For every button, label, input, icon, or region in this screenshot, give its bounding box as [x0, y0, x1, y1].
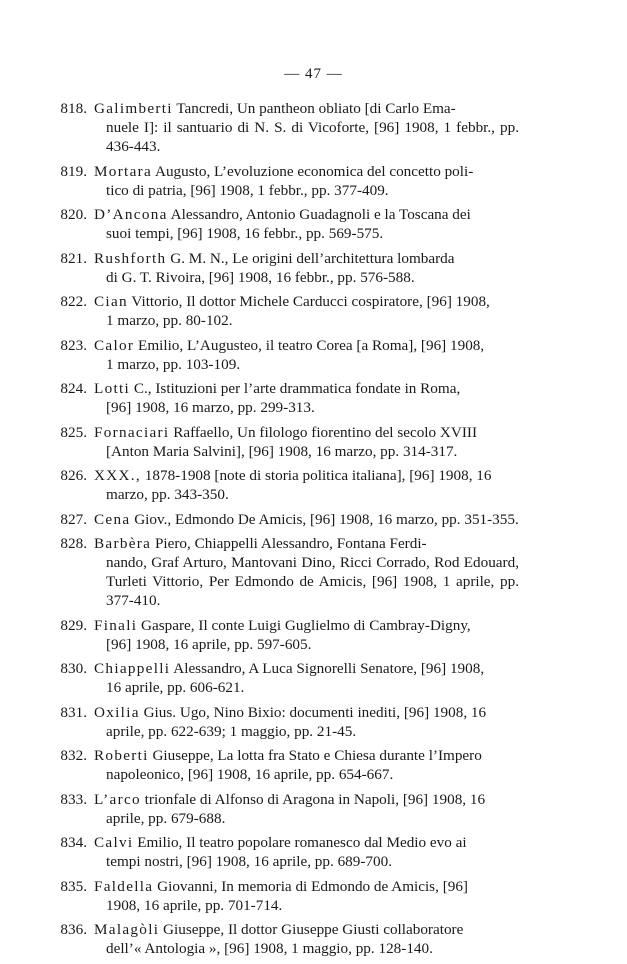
list-item	[0, 423, 627, 461]
entry-first-line: Alessandro, Antonio Guadagnoli e la Toscana dei	[170, 206, 471, 223]
list-item	[0, 616, 627, 654]
entry-author: Malagòli	[94, 921, 160, 938]
entry-number: 831.	[60, 703, 87, 721]
entry-first-line: Piero, Chiappelli Alessandro, Fontana Ferdi-	[154, 535, 427, 552]
entry-continuation: aprile, pp. 622-639; 1 maggio, pp. 21-45.	[106, 722, 357, 740]
list-item	[0, 379, 627, 417]
entry-continuation: [96] 1908, 16 aprile, pp. 597-605.	[106, 635, 312, 653]
entry-first-line: Raffaello, Un filologo fiorentino del secolo XVIII	[173, 423, 478, 441]
entry-author: Cena	[94, 510, 131, 528]
list-item	[0, 99, 627, 156]
entry-number: 833.	[60, 790, 87, 808]
entry-number: 818.	[60, 100, 87, 117]
entry-continuation: tempi nostri, [96] 1908, 16 aprile, pp. 689-700.	[106, 853, 392, 870]
entry-author: XXX.,	[94, 467, 141, 484]
entry-first-line: Emilio, Il teatro popolare romanesco dal Medio evo ai	[137, 834, 467, 851]
entry-number: 827.	[60, 510, 87, 528]
entry-continuation: aprile, pp. 679-688.	[106, 809, 226, 827]
entry-number: 834.	[60, 834, 87, 851]
entry-author: Rushforth	[94, 249, 167, 267]
entry-number: 824.	[60, 380, 87, 397]
list-item	[0, 336, 627, 374]
entry-first-line: Giov., Edmondo De Amicis, [96] 1908, 16 marzo, pp. 351-355.	[134, 510, 519, 528]
entry-first-line: Alessandro, A Luca Signorelli Senatore, [96] 1908,	[173, 660, 485, 677]
entry-first-line: trionfale di Alfonso di Aragona in Napoli, [96] 1908, 16	[144, 790, 486, 808]
entry-first-line: G. M. N., Le origini dell’architettura lombarda	[170, 249, 455, 267]
entry-number: 828.	[60, 535, 87, 552]
entry-number: 822.	[60, 293, 87, 310]
entry-author: Roberti	[94, 747, 149, 764]
entry-author: Barbèra	[94, 535, 152, 552]
list-item	[0, 249, 627, 287]
list-item	[0, 833, 627, 871]
entry-continuation: 1 marzo, pp. 80-102.	[106, 312, 233, 329]
entry-continuation: suoi tempi, [96] 1908, 16 febbr., pp. 569-575.	[106, 225, 384, 242]
entry-author: Cian	[94, 293, 128, 310]
entry-author: Oxilia	[94, 703, 140, 721]
entry-first-line: Giovanni, In memoria di Edmondo de Amicis, [96]	[157, 877, 468, 895]
entry-continuation: [Anton Maria Salvini], [96] 1908, 16 marzo, pp. 314-317.	[106, 442, 458, 460]
entry-first-line: Augusto, L’evoluzione economica del concetto poli-	[154, 162, 474, 180]
entry-number: 821.	[60, 249, 87, 267]
list-item	[0, 790, 627, 828]
entry-continuation: marzo, pp. 343-350.	[106, 486, 229, 503]
entry-first-line: Giuseppe, Il dottor Giuseppe Giusti collaboratore	[163, 921, 464, 938]
entry-first-line: Emilio, L’Augusteo, il teatro Corea [a Roma], [96] 1908,	[138, 336, 485, 354]
entry-first-line: Giuseppe, La lotta fra Stato e Chiesa durante l’Impero	[152, 747, 482, 764]
entry-number: 836.	[60, 921, 87, 938]
entry-number: 830.	[60, 660, 87, 677]
list-item	[0, 205, 627, 243]
entry-number: 832.	[60, 747, 87, 764]
bibliography-list	[0, 99, 627, 964]
entry-first-line: Gaspare, Il conte Luigi Guglielmo di Cambray-Digny,	[141, 616, 471, 634]
entry-author: Chiappelli	[94, 660, 171, 677]
entry-number: 826.	[60, 467, 87, 484]
list-item	[0, 292, 627, 330]
list-item	[0, 466, 627, 504]
entry-number: 829.	[60, 616, 87, 634]
entry-continuation: dell’« Antologia », [96] 1908, 1 maggio, pp. 128-140.	[106, 940, 433, 957]
entry-continuation: 1908, 16 aprile, pp. 701-714.	[106, 896, 283, 914]
entry-continuation: di G. T. Rivoira, [96] 1908, 16 febbr., pp. 576-588.	[106, 268, 415, 286]
entry-author: Finali	[94, 616, 138, 634]
entry-continuation: nuele I]: il santuario di N. S. di Vicoforte, [96] 1908, 1 febbr., pp. 436-443.	[106, 119, 519, 155]
entry-number: 820.	[60, 206, 87, 223]
list-item	[0, 659, 627, 697]
entry-number: 835.	[60, 877, 87, 895]
entry-first-line: 1878-1908 [note di storia politica italiana], [96] 1908, 16	[144, 467, 492, 484]
page-number: — 47 —	[284, 66, 343, 82]
entry-number: 819.	[60, 162, 87, 180]
entry-author: Calvi	[94, 834, 134, 851]
entry-author: Calor	[94, 336, 135, 354]
list-item	[0, 920, 627, 958]
entry-continuation: tico di patria, [96] 1908, 1 febbr., pp. 377-409.	[106, 181, 389, 199]
entry-author: Fornaciari	[94, 423, 170, 441]
entry-author: Mortara	[94, 162, 153, 180]
entry-number: 823.	[60, 336, 87, 354]
entry-author: D’Ancona	[94, 206, 168, 223]
list-item	[0, 877, 627, 915]
list-item	[0, 703, 627, 741]
entry-continuation: napoleonico, [96] 1908, 16 aprile, pp. 654-667.	[106, 766, 394, 783]
list-item	[0, 510, 627, 529]
entry-author: Faldella	[94, 877, 154, 895]
entry-first-line: Vittorio, Il dottor Michele Carducci cospiratore, [96] 1908,	[131, 293, 490, 310]
entry-author: Galimberti	[94, 100, 173, 117]
entry-continuation: nando, Graf Arturo, Mantovani Dino, Ricci Corrado, Rod Edouard, Turleti Vittorio, Per Edmondo de Amicis, [96] 1908, 1 aprile, pp. 377-410.	[106, 554, 519, 609]
list-item	[0, 746, 627, 784]
entry-continuation: 16 aprile, pp. 606-621.	[106, 679, 245, 696]
entry-first-line: C., Istituzioni per l’arte drammatica fondate in Roma,	[133, 380, 461, 397]
list-item	[0, 534, 627, 610]
entry-author: L’arco	[94, 790, 141, 808]
list-item	[0, 162, 627, 200]
entry-first-line: Gius. Ugo, Nino Bixio: documenti inediti, [96] 1908, 16	[143, 703, 487, 721]
entry-continuation: [96] 1908, 16 marzo, pp. 299-313.	[106, 399, 315, 416]
entry-continuation: 1 marzo, pp. 103-109.	[106, 355, 241, 373]
entry-first-line: Tancredi, Un pantheon obliato [di Carlo Ema-	[176, 100, 456, 117]
entry-author: Lotti	[94, 380, 131, 397]
entry-number: 825.	[60, 423, 87, 441]
